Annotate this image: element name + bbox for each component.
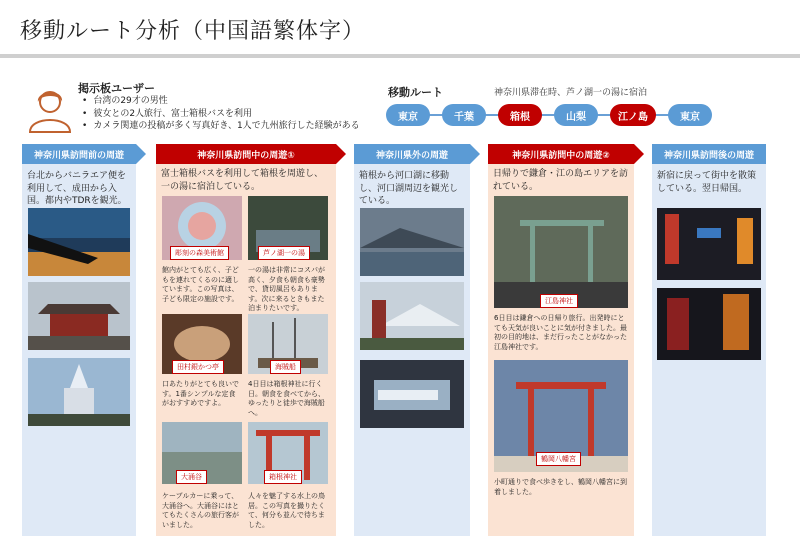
person-avatar-icon	[24, 82, 76, 134]
route-stop-enoshima: 江ノ島	[610, 104, 656, 126]
lake-photo	[360, 208, 464, 276]
column-text: 箱根から河口湖に移動し、河口湖周辺を観光している。	[359, 171, 459, 206]
route-title: 移動ルート	[388, 86, 443, 99]
column-body	[652, 164, 766, 536]
column-outside	[354, 144, 470, 536]
photo-tag: 箱根神社	[264, 470, 302, 484]
photo-caption: ケーブルカーに乗って、大涌谷へ。大涌谷にはとてもたくさんの旅行客がいました。	[162, 492, 239, 529]
photo-caption: 小町通りで食べ歩きをし、鶴岡八幡宮に到着しました。	[494, 478, 627, 496]
column-body	[488, 164, 634, 536]
page-title: 移動ルート分析（中国語繁体字）	[20, 19, 366, 44]
photo-tag: 芦ノ湖一の湯	[258, 246, 310, 260]
column-header: 神奈川県訪問中の周遊①	[156, 144, 336, 164]
castle-photo	[28, 358, 130, 426]
user-title: 掲示板ユーザー	[78, 82, 155, 95]
column-during-1	[156, 144, 336, 536]
column-text: 新宿に戻って街中を散策している。翌日帰国。	[657, 171, 757, 194]
shinjuku-night-photo	[657, 288, 761, 360]
column-header: 神奈川県訪問中の周遊②	[488, 144, 634, 164]
train-photo	[360, 360, 464, 428]
photo-tag: 江島神社	[540, 294, 578, 308]
column-header: 神奈川県訪問前の周遊	[22, 144, 136, 164]
route-stop-chiba: 千葉	[442, 104, 486, 126]
pagoda-photo	[360, 282, 464, 350]
route-diagram	[386, 102, 800, 128]
column-header: 神奈川県訪問後の周遊	[652, 144, 766, 164]
column-header: 神奈川県外の周遊	[354, 144, 470, 164]
column-text: 台北からバニラエア便を利用して、成田から入国。都内やTDRを観光。	[27, 171, 127, 206]
route-note: 神奈川県滞在時、芦ノ湖一の湯に宿泊	[494, 88, 648, 98]
column-before	[22, 144, 136, 536]
photo-caption: 館内がとても広く、子どもを連れてくるのに適しています。この写真は、子ども限定の施設です。	[162, 266, 239, 303]
title-divider	[0, 54, 800, 58]
route-stop-tokyo-return: 東京	[668, 104, 712, 126]
photo-tag: 田村銀かつ亭	[172, 360, 224, 374]
enoshima-shrine-photo	[494, 196, 628, 308]
photo-tag: 大涌谷	[176, 470, 207, 484]
user-bullet: • 台湾の29才の男性	[78, 95, 360, 108]
photo-tag: 彫刻の森美術館	[170, 246, 229, 260]
column-body	[22, 164, 136, 536]
user-bullet: • カメラ関連の投稿が多く写真好き、1人で九州旅行した経験がある	[78, 120, 360, 133]
photo-caption: 6日目は鎌倉への日帰り旅行。出発時にとても天気が良いことに気が付きました。最初の目的地は、まだ行ったことがなかった江島神社です。	[494, 314, 627, 351]
photo-caption: 口あたりがとても良いです。1番シンプルな定食がおすすめですよ。	[162, 380, 239, 407]
sensoji-temple-photo	[28, 282, 130, 350]
photo-caption: 4日目は箱根神社に行く日。朝食を食べてから、ゆったりと徒歩で海賊船へ。	[248, 380, 325, 417]
route-stop-yamanashi: 山梨	[554, 104, 598, 126]
photo-tag: 鶴岡八幡宮	[536, 452, 581, 466]
route-stop-hakone: 箱根	[498, 104, 542, 126]
airplane-wing-photo	[28, 208, 130, 276]
photo-tag: 海賊船	[270, 360, 301, 374]
photo-caption: 人々を魅了する水上の鳥居。この写真を撮りたくて、何分も並んで待ちました。	[248, 492, 325, 529]
column-text: 日帰りで鎌倉・江の島エリアを訪れている。	[493, 169, 629, 192]
user-bullet: • 彼女との2人旅行、富士箱根バスを利用	[78, 108, 360, 121]
column-after	[652, 144, 766, 536]
user-profile	[24, 80, 394, 140]
column-text: 富士箱根バスを利用して箱根を周遊し、一の湯に宿泊している。	[161, 169, 324, 192]
column-body	[354, 164, 470, 536]
photo-caption: 一の湯は非常にコスパが高く、夕食も朝食も豪勢で、貸切風呂もあります。次に来るときもまた泊まりたいです。	[248, 266, 325, 312]
user-bullets	[78, 95, 360, 133]
column-during-2	[488, 144, 634, 536]
shinjuku-street-photo	[657, 208, 761, 280]
column-body	[156, 164, 336, 536]
route-stop-tokyo: 東京	[386, 104, 430, 126]
